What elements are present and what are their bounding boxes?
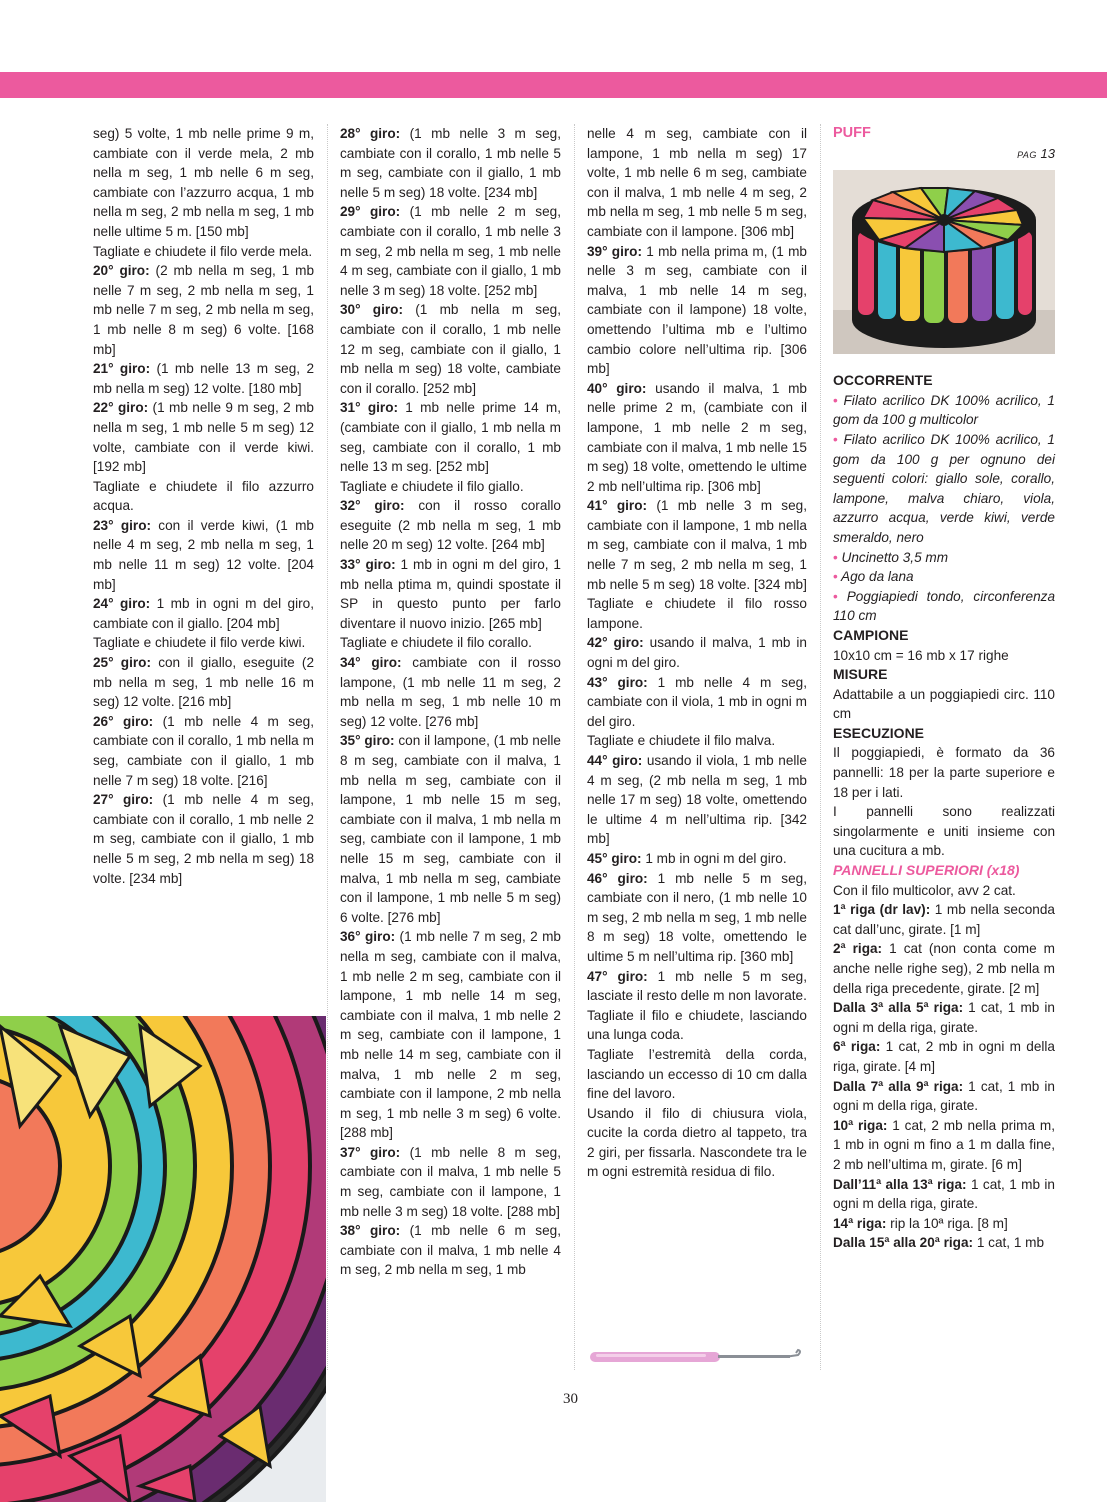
heading-esecuzione: ESECUZIONE [833, 724, 925, 741]
round-36: 36° giro: (1 mb nelle 7 m seg, 2 mb nella m seg, cambiate con il malva, 1 mb nelle 2 m seg, cambiate con il lampone, 1 mb nelle 14 m seg, cambiate con il malva, 1 mb nelle 2 m seg, cambiate con il lampone, 1 mb nelle 14 m seg, cambiate con il malva, 1 mb nelle 2 m seg, cambiate con il lampone, 2 mb nella m seg, 1 mb nelle 3 m seg) 6 volte. [288 mb] [340, 929, 561, 1141]
round-43: 43° giro: 1 mb nelle 4 m seg, cambiate con il viola, 1 mb in ogni m del giro. [587, 674, 807, 729]
heading-campione: CAMPIONE [833, 626, 909, 643]
crochet-rug-photo [0, 1016, 326, 1502]
column-divider [327, 124, 328, 1370]
material-item: • Filato acrilico DK 100% acrilico, 1 gom da 100 g multicolor [833, 392, 1055, 428]
round-22: 22° giro: (1 mb nelle 9 m seg, 2 mb nella m seg, 1 mb nelle 5 m seg) 12 volte, cambiate con il verde kiwi. [192 mb] [93, 400, 314, 475]
round-25: 25° giro: con il giallo, eseguite (2 mb nella m seg, 1 mb nelle 16 m seg) 12 volte. [216 mb] [93, 655, 314, 710]
paragraph: Tagliate e chiudete il filo azzurro acqua. [93, 478, 314, 514]
paragraph: Tagliate e chiudete il filo malva. [587, 733, 776, 749]
round-32: 32° giro: con il rosso corallo eseguite (2 mb nella m seg, 1 mb nelle 20 m seg) 12 volte. [264 mb] [340, 498, 561, 553]
top-color-bar [0, 72, 1107, 98]
paragraph: Il poggiapiedi, è formato da 36 pannelli: 18 per la parte superiore e 18 per i lati. [833, 745, 1055, 800]
paragraph: Con il filo multicolor, avv 2 cat. [833, 882, 1016, 898]
crochet-hook-image [588, 1345, 813, 1369]
row-6: 6ª riga: 1 cat, 2 mb in ogni m della riga, girate. [4 m] [833, 1039, 1055, 1074]
column-3 [587, 124, 807, 1182]
material-item: • Uncinetto 3,5 mm [833, 549, 949, 565]
rows-3-5: Dalla 3ª alla 5ª riga: 1 cat, 1 mb in ogni m della riga, girate. [833, 1000, 1055, 1035]
rows-7-9: Dalla 7ª alla 9ª riga: 1 cat, 1 mb in ogni m della riga, girate. [833, 1078, 1055, 1114]
round-24: 24° giro: 1 mb in ogni m del giro, cambiate con il giallo. [204 mb] [93, 596, 314, 631]
round-47: 47° giro: 1 mb nelle 5 m seg, lasciate il resto delle m non lavorate. [587, 968, 807, 1004]
round-46: 46° giro: 1 mb nelle 5 m seg, cambiate con il nero, (1 mb nelle 10 m seg, 2 mb nella m seg, 1 mb nelle 8 m seg) 18 volte, omettendo le ultime 5 m nell’ultima rip. [360 mb] [587, 870, 807, 964]
paragraph: Tagliate e chiudete il filo corallo. [340, 635, 532, 651]
column-divider [574, 124, 575, 1370]
heading-misure: MISURE [833, 666, 888, 683]
paragraph: Tagliate il filo e chiudete, lasciando una lunga coda. [587, 1007, 807, 1043]
row-10: 10ª riga: 1 cat, 2 mb nella prima m, 1 mb in ogni m fino a 1 m dalla fine, 2 mb nell’ultima m, girate. [6 m] [833, 1117, 1056, 1172]
row-14: 14ª riga: rip la 10ª riga. [8 m] [833, 1215, 1008, 1231]
round-23: 23° giro: con il verde kiwi, (1 mb nelle 4 m seg, 2 mb nella m seg, 1 mb nelle 11 m seg) 12 volte. [204 mb] [93, 517, 314, 592]
rows-11-13: Dall’11ª alla 13ª riga: 1 cat, 1 mb in ogni m della riga, girate. [833, 1176, 1055, 1212]
round-28: 28° giro: (1 mb nelle 3 m seg, cambiate con il corallo, 1 mb nelle 5 m seg, cambiate con il giallo, 1 mb nelle 5 m seg) 18 volte. [234 mb] [340, 126, 561, 200]
column-2 [340, 124, 561, 1280]
round-29: 29° giro: (1 mb nelle 2 m seg, cambiate con il corallo, 1 mb nelle 3 m seg, 2 mb nella m seg, 1 mb nelle 4 m seg, cambiate con il giallo, 1 mb nelle 3 m seg) 18 volte. [252 mb] [340, 204, 561, 298]
round-26: 26° giro: (1 mb nelle 4 m seg, cambiate con il corallo, 1 mb nella m seg, cambiate con il giallo, 1 mb nelle 7 m seg) 18 volte. [216] [93, 713, 314, 788]
round-33: 33° giro: 1 mb in ogni m del giro, 1 mb nella ptima m, quindi spostate il SP in questo punto per farlo diventare il nuovo inizio. [265 mb] [340, 557, 561, 631]
paragraph: nelle 4 m seg, cambiate con il lampone, 1 mb nella m seg) 17 volte, 1 mb nelle 6 m seg, cambiate con il malva, 1 mb nelle 4 m seg, 2 mb nella m seg, 1 mb nelle 5 m seg, cambiate con il lampone. [306 mb] [587, 126, 807, 239]
misure-text: Adattabile a un poggiapiedi circ. 110 cm [833, 686, 1055, 722]
round-37: 37° giro: (1 mb nelle 8 m seg, cambiate con il malva, 1 mb nelle 5 m seg, cambiate con il lampone, 1 mb nelle 3 m seg) 18 volte. [288 mb] [340, 1144, 561, 1219]
rows-15-20: Dalla 15ª alla 20ª riga: 1 cat, 1 mb [833, 1235, 1045, 1251]
round-41: 41° giro: (1 mb nelle 3 m seg, cambiate con il lampone, 1 mb nella m seg, cambiate con il malva, 1 mb nelle 7 m seg, 2 mb nella m seg, 1 mb nelle 5 m seg) 18 volte. [324 mb] [587, 498, 807, 592]
round-39: 39° giro: 1 mb nella prima m, (1 mb nelle 3 m seg, cambiate con il malva, 1 mb nelle 14 m seg, cambiate con il lampone) 18 volte, omettendo l’ultima mb e l’ultimo cambio colore nell’ultima rip. [306 mb] [587, 243, 807, 377]
paragraph: I pannelli sono realizzati singolarmente e uniti insieme con una cucitura a mb. [833, 804, 1055, 859]
page-number: 30 [563, 1391, 578, 1407]
round-20: 20° giro: (2 mb nella m seg, 1 mb nelle 7 m seg, 2 mb nella m seg, 1 mb nelle 7 m seg, 2 mb nella m seg, 1 mb nelle 8 m seg) 6 volte. [168 mb] [93, 263, 314, 357]
column-1 [93, 124, 314, 888]
round-27: 27° giro: (1 mb nelle 4 m seg, cambiate con il corallo, 1 mb nelle 2 m seg, cambiate con il giallo, 1 mb nelle 5 m seg, 2 mb nella m seg) 18 volte. [234 mb] [93, 792, 314, 886]
round-31: 31° giro: 1 mb nelle prime 14 m, (cambiate con il giallo, 1 mb nella m seg, cambiate con il corallo, 1 mb nelle 13 m seg. [252 mb] [340, 400, 561, 475]
heading-pannelli-superiori: PANNELLI SUPERIORI (x18) [833, 862, 1020, 879]
section-title-puff: PUFF [833, 125, 871, 141]
campione-text: 10x10 cm = 16 mb x 17 righe [833, 647, 1009, 663]
round-21: 21° giro: (1 mb nelle 13 m seg, 2 mb nella m seg) 12 volte. [180 mb] [93, 361, 314, 396]
paragraph: Tagliate l’estremità della corda, lasciando un eccesso di 10 cm dalla fine del lavoro. [587, 1046, 807, 1102]
round-45: 45° giro: 1 mb in ogni m del giro. [587, 850, 787, 866]
column-divider [820, 124, 821, 1370]
paragraph: Tagliate e chiudete il filo verde kiwi. [93, 635, 306, 651]
heading-occorrente: OCCORRENTE [833, 372, 933, 389]
round-35: 35° giro: con il lampone, (1 mb nelle 8 m seg, cambiate con il malva, 1 mb nella m seg, cambiate con il lampone, 1 mb nelle 15 m seg, cambiate con il malva, 1 mb nella m seg, cambiate con il lampone, 1 mb nelle 15 m seg, cambiate con il malva, 1 mb nella m seg, cambiate con il lampone, 1 mb nelle 5 m seg) 6 volte. [276 mb] [340, 733, 561, 925]
round-38: 38° giro: (1 mb nelle 6 m seg, cambiate con il malva, 1 mb nelle 4 m seg, 2 mb nella m seg, 1 mb [340, 1223, 561, 1278]
row-1: 1ª riga (dr lav): 1 mb nella seconda cat dall’unc, girate. [1 m] [833, 902, 1055, 937]
round-34: 34° giro: cambiate con il rosso lampone, (1 mb nelle 11 m seg, 2 mb nella m seg, 1 mb nelle 10 m seg) 12 volte. [276 mb] [340, 655, 561, 729]
row-2: 2ª riga: 1 cat (non conta come m anche nelle righe seg), 2 mb nella m della riga precedente, girate. [2 m] [833, 941, 1056, 996]
paragraph: Tagliate e chiudete il filo giallo. [340, 478, 524, 494]
paragraph: Tagliate e chiudete il filo verde mela. [93, 243, 313, 259]
material-item: • Ago da lana [833, 569, 914, 585]
paragraph: seg) 5 volte, 1 mb nelle prime 9 m, cambiate con il verde mela, 2 mb nella m seg, 1 mb nelle 6 m seg, cambiate con l’azzurro acqua, 1 mb nella m seg, 2 mb nella m seg, 1 mb nelle ultime 5 m. [150 mb] [93, 126, 314, 239]
puff-photo [833, 170, 1055, 354]
paragraph: Usando il filo di chiusura viola, cucite la corda dietro al tappeto, tra 2 giri, per fissarla. Nascondete tra le m ogni estremità residua di filo. [587, 1105, 807, 1180]
material-item: • Poggiapiedi tondo, circonferenza 110 cm [833, 588, 1056, 624]
paragraph: Tagliate e chiudete il filo rosso lampone. [587, 596, 807, 631]
round-30: 30° giro: (1 mb nella m seg, cambiate con il corallo, 1 mb nelle 12 m seg, cambiate con il giallo, 1 mb nella m seg) 18 volte, cambiate con il corallo. [252 mb] [340, 302, 561, 396]
round-42: 42° giro: usando il malva, 1 mb in ogni m del giro. [587, 635, 807, 671]
round-40: 40° giro: usando il malva, 1 mb nelle prime 2 m, (cambiate con il lampone, 1 mb nelle 2 m seg, cambiate con il malva, 1 mb nelle 15 m seg) 18 volte, omettendo le ultime 2 mb nell’ultima rip. [306 mb] [587, 380, 807, 494]
page-reference: PAG 13 [1017, 145, 1055, 161]
material-item: • Filato acrilico DK 100% acrilico, 1 gom da 100 g per ognuno dei seguenti colori: giallo sole, corallo, lampone, malva chiaro, viola, azzurro acqua, verde kiwi, verde smeraldo, nero [833, 431, 1055, 545]
round-44: 44° giro: usando il viola, 1 mb nelle 4 m seg, (2 mb nella m seg, 1 mb nelle 17 m seg) 18 volte, omettendo le ultime 4 m nell’ultima rip. [342 mb] [587, 753, 807, 847]
